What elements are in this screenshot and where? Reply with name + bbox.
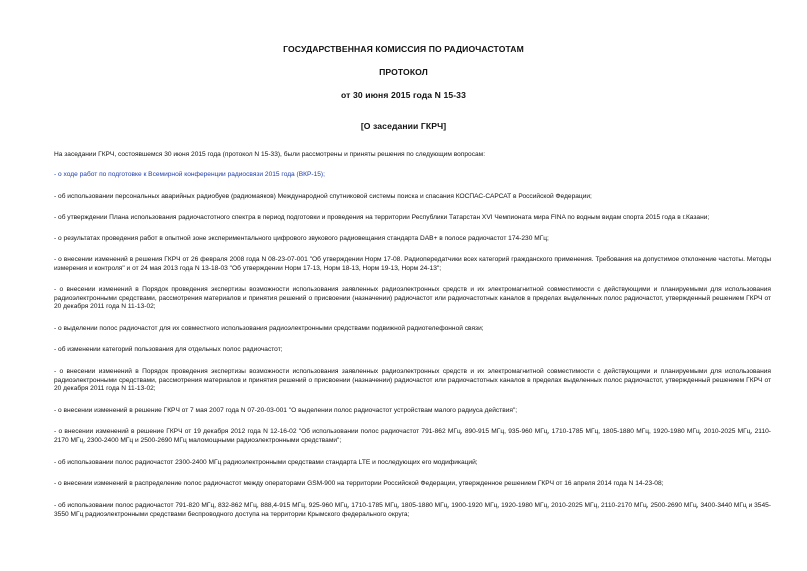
- list-item: - о результатах проведения работ в опытной зоне экспериментального цифрового звукового радиовещания стандарта DAB+ в полосе радиочастот 174-230 МГц;: [54, 235, 549, 242]
- list-item: - об использовании полос радиочастот 791-820 МГц, 832-862 МГц, 888,4-915 МГц, 925-960 МГц, 1710-1785 МГц, 1805-1880 МГц, 1900-1920 МГц, 1920-1980 МГц, 2010-2025 МГц, 2110-2170 МГц, 2500-2690 МГц, 3400-3440 МГц и 3545-3550 МГц радиоэлектронными средствами беспроводного доступа на территории Крымского федерального округа;: [54, 502, 771, 518]
- commission-title: ГОСУДАРСТВЕННАЯ КОМИССИЯ ПО РАДИОЧАСТОТАМ: [283, 44, 524, 54]
- list-item: - о внесении изменений в распределение полос радиочастот между операторами GSM-900 на территории Российской Федерации, утвержденное решением ГКРЧ от 16 апреля 2014 года N 14-23-08;: [54, 480, 664, 487]
- list-item: - о внесении изменений в решение ГКРЧ от 7 мая 2007 года N 07-20-03-001 "О выделении полос радиочастот устройствам малого радиуса действия";: [54, 407, 518, 414]
- list-item: - о внесении изменений в решения ГКРЧ от 26 февраля 2008 года N 08-23-07-001 "Об утверждении Норм 17-08. Радиопередатчики всех категорий гражданского применения. Требования на допустимое отклонение частоты. Методы измерения и контроля" и от 24 мая 2013 года N 13-18-03 "Об утверждении Норм 17-13, Норм 18-13, Норм 19-13, Норм 24-13";: [54, 256, 771, 272]
- list-item: - об использовании персональных аварийных радиобуев (радиомаяков) Международной спутниковой системы поиска и спасания КОСПАС-САРСАТ в Российской Федерации;: [54, 193, 592, 200]
- list-item: - об утверждении Плана использования радиочастотного спектра в период подготовки и проведения на территории Республики Татарстан XVI Чемпионата мира FINA по водным видам спорта 2015 года в г.Казани;: [54, 214, 710, 221]
- list-item: - о внесении изменений в Порядок проведения экспертизы возможности использования заявленных радиоэлектронных средств и их электромагнитной совместимости с действующими и планируемыми для использования радиоэлектронными средствами, рассмотрения материалов и принятия решений о присвоении (назначении) радиочастот или радиочастотных каналов в пределах выделенных полос радиочастот, утвержденный решением ГКРЧ от 20 декабря 2011 года N 11-13-02;: [54, 286, 771, 311]
- document-date-number: от 30 июня 2015 года N 15-33: [341, 90, 466, 100]
- list-item: - о внесении изменений в решение ГКРЧ от 19 декабря 2012 года N 12-16-02 "Об использовании полос радиочастот 791-862 МГц, 890-915 МГц, 935-960 МГц, 1710-1785 МГц, 1805-1880 МГц, 1920-1980 МГц, 2010-2025 МГц, 2110-2170 МГц, 2300-2400 МГц и 2500-2690 МГц маломощными радиоэлектронными средствами";: [54, 428, 771, 444]
- list-item: - об изменении категорий пользования для отдельных полос радиочастот;: [54, 346, 283, 353]
- document-type: ПРОТОКОЛ: [379, 67, 428, 77]
- list-item: - об использовании полос радиочастот 2300-2400 МГц радиоэлектронными средствами стандарта LTE и последующих его модификаций;: [54, 459, 478, 466]
- list-item: - о выделении полос радиочастот для их совместного использования радиоэлектронными средствами подвижной радиотелефонной связи;: [54, 325, 484, 332]
- list-item[interactable]: - о ходе работ по подготовке к Всемирной конференции радиосвязи 2015 года (ВКР-15);: [54, 171, 325, 178]
- list-item: - о внесении изменений в Порядок проведения экспертизы возможности использования заявленных радиоэлектронных средств и их электромагнитной совместимости с действующими и планируемыми для использования радиоэлектронными средствами, рассмотрения материалов и принятия решений о присвоении (назначении) радиочастот или радиочастотных каналов в пределах выделенных полос радиочастот, утвержденный решением ГКРЧ от 20 декабря 2011 года N 11-13-02;: [54, 368, 771, 393]
- document-subject: [О заседании ГКРЧ]: [360, 121, 447, 131]
- intro-paragraph: На заседании ГКРЧ, состоявшемся 30 июня 2015 года (протокол N 15-33), были рассмотрены и приняты решения по следующим вопросам:: [54, 151, 486, 158]
